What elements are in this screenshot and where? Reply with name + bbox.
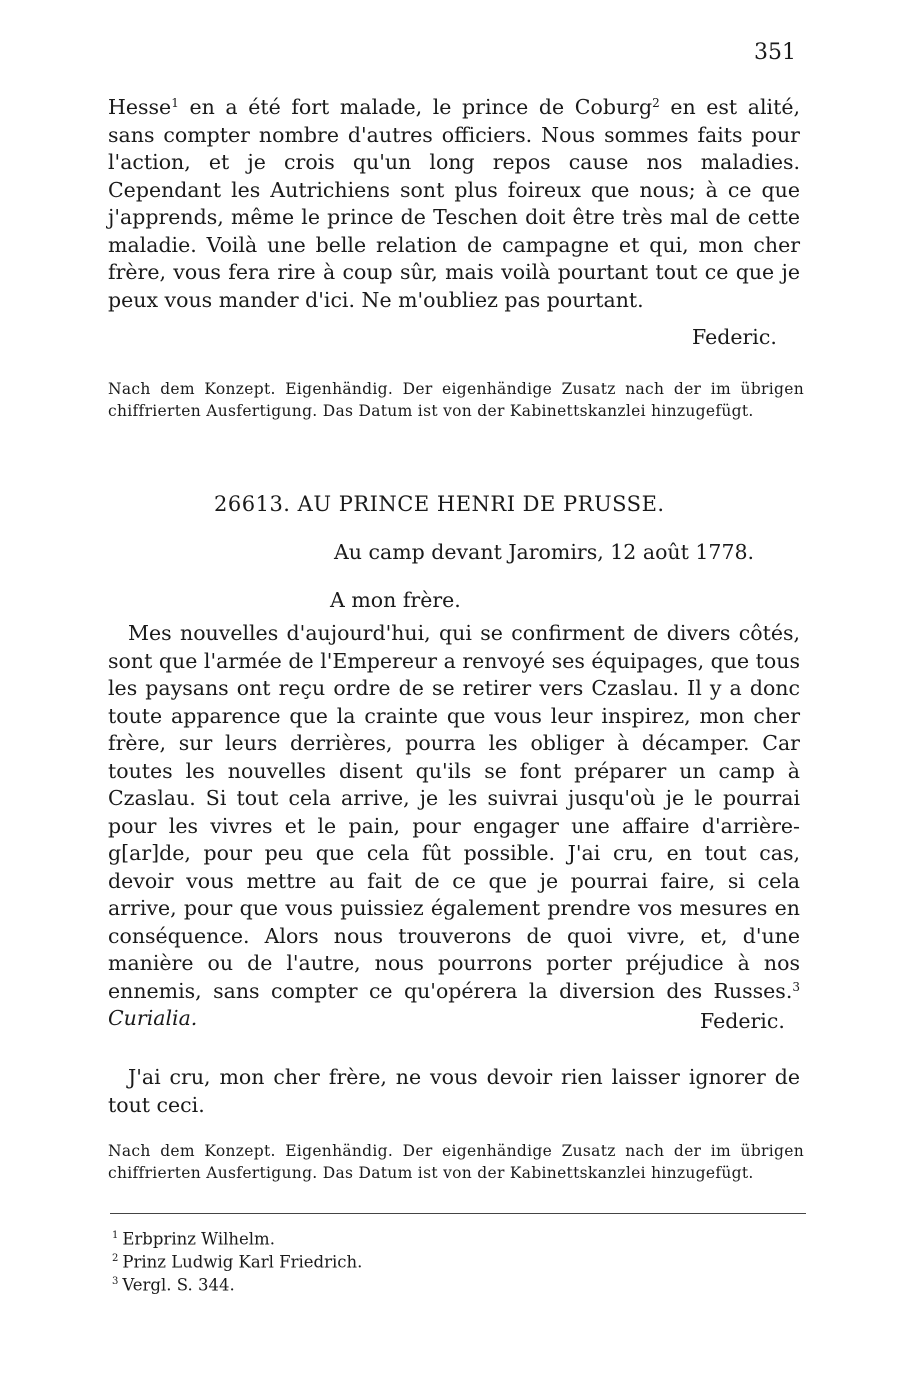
dateline: Au camp devant Jaromirs, 12 août 1778. bbox=[334, 540, 755, 564]
text-run: en a été fort malade, le prince de Coburg bbox=[178, 95, 653, 119]
footnote-mark: 1 bbox=[112, 1230, 119, 1241]
letter-heading: 26613. AU PRINCE HENRI DE PRUSSE. bbox=[214, 492, 665, 516]
editorial-note-2: Nach dem Konzept. Eigenhändig. Der eigenhändige Zusatz nach der im übrigen chiffrierten Ausfertigung. Das Datum ist von der Kabinettskanzlei hinzugefügt. bbox=[108, 1142, 804, 1182]
text-run: Hesse bbox=[108, 95, 172, 119]
footnote-text: Vergl. S. 344. bbox=[122, 1275, 235, 1295]
footnote-1 bbox=[112, 1226, 275, 1250]
postscript: J'ai cru, mon cher frère, ne vous devoir rien laisser ignorer de tout ceci. bbox=[108, 1065, 800, 1117]
body-text: Mes nouvelles d'aujourd'hui, qui se confirment de divers côtés, sont que l'armée de l'Empereur a renvoyé ses équipages, que tous les paysans ont reçu ordre de se retirer vers Czaslau. Il y a donc toute apparence que la crainte que vous leur inspirez, mon cher frère, sur leurs derrières, pourra les obliger à décamper. Car toutes les nouvelles disent qu'ils se font préparer un camp à Czaslau. Si tout cela arrive, je les suivrai jusqu'où je le pourrai pour les vivres et le pain, pour engager une affaire d'arrière-g[ar]de, pour peu que cela fût possible. J'ai cru, en tout cas, devoir vous mettre au fait de ce que je pourrai faire, si cela arrive, pour que vous puissiez également prendre vos mesures en conséquence. Alors nous trouverons de quoi vivre, et, d'une manière ou de l'autre, nous pourrons porter préjudice à nos ennemis, sans compter ce qu'opérera la diversion des Russes. bbox=[108, 621, 800, 1003]
editorial-note-1: Nach dem Konzept. Eigenhändig. Der eigenhändige Zusatz nach der im übrigen chiffrierten Ausfertigung. Das Datum ist von der Kabinettskanzlei hinzugefügt. bbox=[108, 380, 804, 420]
page-number: 351 bbox=[754, 40, 796, 65]
opening-paragraph bbox=[108, 94, 800, 314]
footnote-divider bbox=[110, 1213, 806, 1214]
signature-2: Federic. bbox=[700, 1009, 785, 1033]
footnote-3 bbox=[112, 1272, 235, 1296]
text-run: en est alité, sans compter nombre d'autres officiers. Nous sommes faits pour l'action, et je crois qu'un long repos cause nos maladies. Cependant les Autrichiens sont plus foireux que nous; à ce que j'apprends, même le prince de Teschen doit être très mal de cette maladie. Voilà une belle relation de campagne et qui, mon cher frère, vous fera rire à coup sûr, mais voilà pourtant tout ce que je peux vous mander d'ici. Ne m'oubliez pas pourtant. bbox=[108, 95, 800, 312]
signature-1: Federic. bbox=[692, 325, 777, 349]
footnote-text: Erbprinz Wilhelm. bbox=[122, 1229, 275, 1249]
footnote-mark: 2 bbox=[112, 1253, 119, 1264]
footnote-text: Prinz Ludwig Karl Friedrich. bbox=[122, 1252, 363, 1272]
footnote-ref-2: 2 bbox=[652, 96, 660, 110]
footnote-ref-1: 1 bbox=[171, 96, 179, 110]
salutation: A mon frère. bbox=[330, 588, 461, 612]
closing-word: Curialia. bbox=[108, 1006, 198, 1030]
letter-body bbox=[108, 620, 800, 1033]
footnote-ref-3: 3 bbox=[792, 979, 800, 994]
footnote-2 bbox=[112, 1249, 362, 1273]
footnote-mark: 3 bbox=[112, 1276, 119, 1287]
